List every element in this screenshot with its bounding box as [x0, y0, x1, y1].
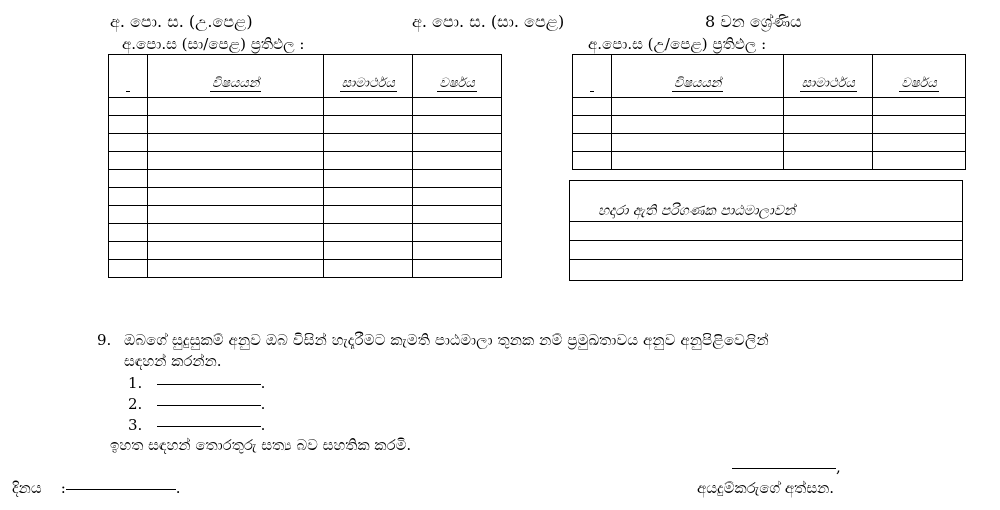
signature-line[interactable]: , [732, 458, 841, 476]
table-cell[interactable] [147, 152, 323, 170]
table-cell[interactable] [413, 206, 502, 224]
table-cell[interactable] [611, 116, 783, 134]
date-field: දිනය : . [12, 479, 181, 497]
table-cell[interactable] [324, 242, 413, 260]
table-row [109, 188, 502, 206]
table-cell[interactable] [147, 134, 323, 152]
table-cell[interactable] [324, 206, 413, 224]
table-cell[interactable] [109, 206, 148, 224]
table-cell[interactable] [147, 224, 323, 242]
table-cell[interactable] [324, 188, 413, 206]
table-row [109, 170, 502, 188]
question-text-line1: ඔබගේ සුදුසුකම් අනුව ඔබ විසින් හැදෑරීමට කැමති පාඨමාලා තුනක නම් ප්‍රමුඛතාවය අනුව අනුපිළිවෙලින් [124, 331, 769, 349]
right-table-title: අ.පො.ස (උ/පෙළ) ප්‍රතිඵල : [588, 35, 767, 53]
table-header-row [109, 55, 502, 98]
question-number: 9. [97, 331, 112, 349]
table-cell[interactable] [413, 98, 502, 116]
table-cell[interactable] [413, 152, 502, 170]
table-cell[interactable] [784, 98, 873, 116]
table-row [109, 224, 502, 242]
header-al-exam: අ. පො. ස. (සා. පෙළ) [412, 12, 565, 31]
table-cell[interactable] [413, 260, 502, 278]
table-cell[interactable] [109, 260, 148, 278]
table-cell[interactable] [324, 152, 413, 170]
choice-item-1: 1. . [128, 374, 266, 392]
table-cell[interactable] [873, 116, 966, 134]
header-ol-exam: අ. පො. ස. (උ.පෙළ) [110, 12, 253, 31]
choice-item-2: 2. . [128, 395, 266, 413]
table-cell[interactable] [413, 134, 502, 152]
table-cell[interactable] [784, 152, 873, 170]
choice-3-blank[interactable] [157, 426, 261, 427]
table-row [109, 260, 502, 278]
computer-courses-heading: හදාරා ඇති පරිගණක පාඨමාලාවන් [570, 181, 962, 222]
table-cell[interactable] [324, 170, 413, 188]
table-cell[interactable] [147, 206, 323, 224]
header-grade8: 8 වන ශ්‍රේණිය [705, 12, 802, 31]
table-cell[interactable] [413, 224, 502, 242]
table-cell[interactable] [611, 134, 783, 152]
left-table-title: අ.පො.ස (සා/පෙළ) ප්‍රතිඵල : [122, 35, 305, 53]
table-row [109, 206, 502, 224]
table-cell[interactable] [573, 152, 612, 170]
computer-course-row[interactable] [570, 222, 962, 241]
choice-1-blank[interactable] [157, 384, 261, 385]
column-header [109, 55, 148, 98]
question-text-line2: සඳහන් කරන්න. [124, 352, 222, 370]
computer-course-row[interactable] [570, 260, 962, 279]
table-cell[interactable] [109, 134, 148, 152]
table-cell[interactable] [413, 170, 502, 188]
table-header-row [573, 55, 966, 98]
table-row [573, 152, 966, 170]
table-cell[interactable] [147, 260, 323, 278]
table-cell[interactable] [324, 134, 413, 152]
table-cell[interactable] [109, 98, 148, 116]
table-cell[interactable] [109, 116, 148, 134]
table-row [573, 134, 966, 152]
table-cell[interactable] [873, 152, 966, 170]
column-header-grade: සාමාර්ථය [784, 55, 873, 98]
table-row [109, 134, 502, 152]
table-cell[interactable] [109, 188, 148, 206]
table-cell[interactable] [109, 224, 148, 242]
choice-item-3: 3. . [128, 416, 266, 434]
date-label: දිනය [12, 479, 42, 497]
column-header [573, 55, 612, 98]
table-cell[interactable] [324, 224, 413, 242]
table-row [573, 98, 966, 116]
computer-courses-box [569, 180, 963, 281]
table-cell[interactable] [147, 188, 323, 206]
table-cell[interactable] [324, 116, 413, 134]
table-cell[interactable] [324, 260, 413, 278]
signature-label: අයදුම්කරුගේ අත්සන. [697, 479, 835, 497]
table-row [109, 242, 502, 260]
table-row [109, 116, 502, 134]
left-results-table [108, 54, 502, 278]
column-header-subjects: විෂයයන් [611, 55, 783, 98]
table-cell[interactable] [873, 134, 966, 152]
declaration-text: ඉහත සඳහන් තොරතුරු සත්‍ය බව සහතික කරමි. [110, 436, 412, 454]
table-cell[interactable] [147, 170, 323, 188]
date-blank[interactable] [66, 489, 176, 490]
choice-2-blank[interactable] [157, 405, 261, 406]
column-header-year: වර්ෂය [873, 55, 966, 98]
table-cell[interactable] [873, 98, 966, 116]
table-cell[interactable] [147, 242, 323, 260]
table-cell[interactable] [109, 170, 148, 188]
table-cell[interactable] [147, 116, 323, 134]
table-cell[interactable] [611, 98, 783, 116]
table-row [109, 152, 502, 170]
table-cell[interactable] [573, 98, 612, 116]
table-cell[interactable] [784, 134, 873, 152]
column-header-subjects: විෂයයන් [147, 55, 323, 98]
computer-course-row[interactable] [570, 241, 962, 260]
table-row [109, 98, 502, 116]
table-cell[interactable] [109, 152, 148, 170]
table-cell[interactable] [413, 242, 502, 260]
table-cell[interactable] [109, 242, 148, 260]
table-cell[interactable] [573, 134, 612, 152]
table-cell[interactable] [324, 98, 413, 116]
table-cell[interactable] [573, 116, 612, 134]
column-header-year: වර්ෂය [413, 55, 502, 98]
table-cell[interactable] [611, 152, 783, 170]
column-header-grade: සාමාර්ථය [324, 55, 413, 98]
table-cell[interactable] [413, 116, 502, 134]
table-cell[interactable] [147, 98, 323, 116]
table-row [573, 116, 966, 134]
right-results-table [572, 54, 966, 170]
table-cell[interactable] [784, 116, 873, 134]
table-cell[interactable] [413, 188, 502, 206]
